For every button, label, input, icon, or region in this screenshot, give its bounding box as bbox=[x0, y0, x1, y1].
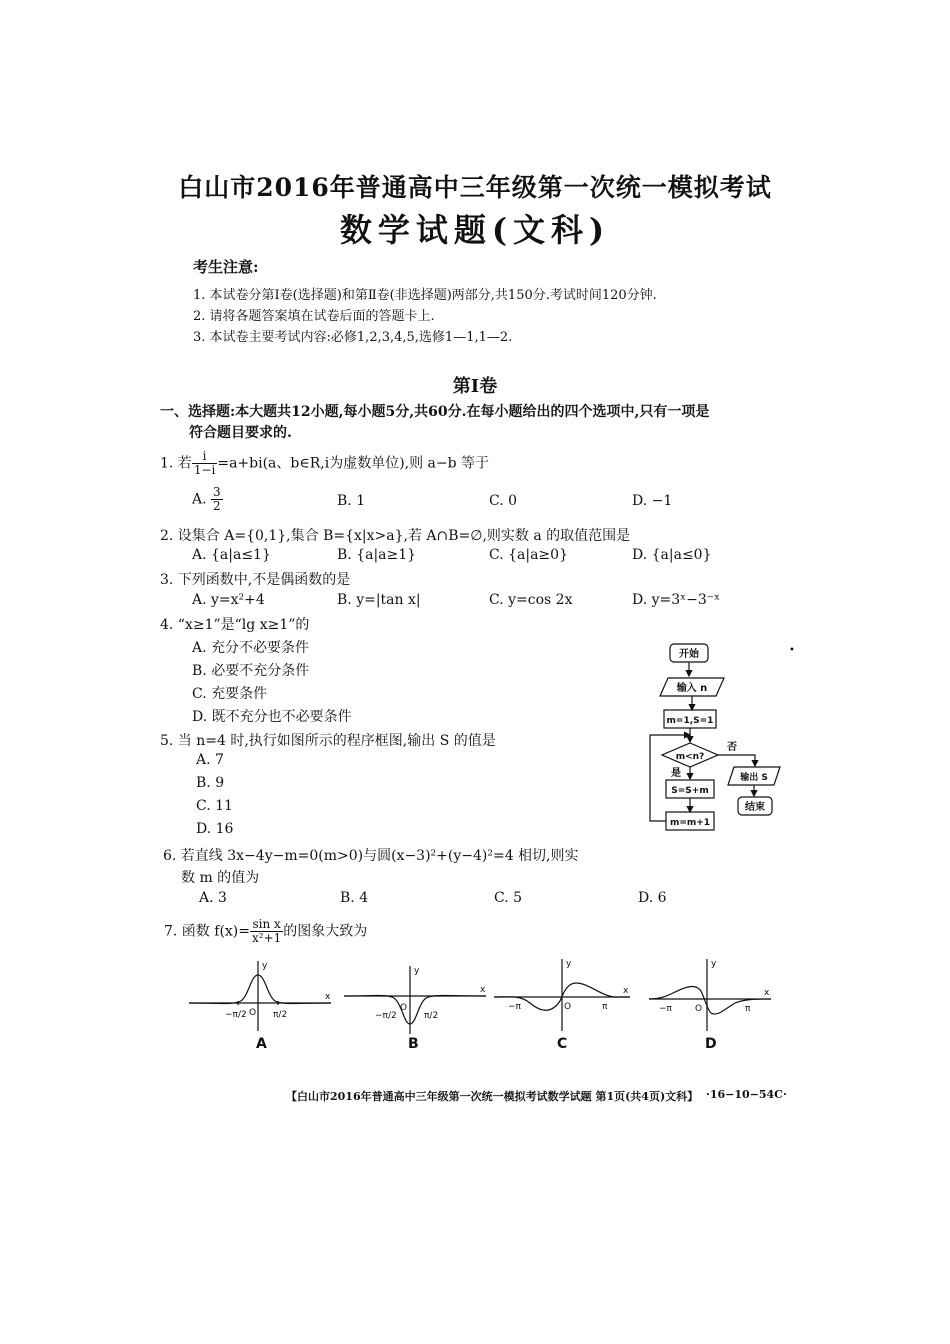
q6-option-b: B. 4 bbox=[340, 890, 369, 906]
q1-option-a-den: 2 bbox=[213, 499, 221, 513]
graph-b-pos-half-pi: π/2 bbox=[424, 1011, 439, 1021]
graph-c-origin: O bbox=[564, 1002, 572, 1012]
section-instructions-line1: 一、选择题:本大题共12小题,每小题5分,共60分.在每小题给出的四个选项中,只有一项是 bbox=[160, 404, 710, 420]
q4-option-c: C. 充要条件 bbox=[192, 686, 268, 702]
graph-c-neg-pi: −π bbox=[508, 1002, 521, 1012]
q7-fraction bbox=[250, 918, 283, 945]
notice-item-1: 1. 本试卷分第Ⅰ卷(选择题)和第Ⅱ卷(非选择题)两部分,共150分.考试时间120分钟. bbox=[193, 288, 657, 303]
q1-suffix: =a+bi(a、b∈R,i为虚数单位),则 a−b 等于 bbox=[217, 455, 490, 472]
q5-option-a: A. 7 bbox=[196, 752, 224, 768]
graph-label-c: C bbox=[557, 1036, 568, 1052]
flow-init-label: m=1,S=1 bbox=[666, 716, 714, 726]
q7-graph-a bbox=[185, 955, 335, 1035]
q2-option-b: B. {a|a≥1} bbox=[337, 547, 417, 563]
flow-input-label: 输入 n bbox=[676, 683, 708, 694]
graph-b-y-label: y bbox=[414, 966, 420, 976]
graph-label-d: D bbox=[705, 1036, 717, 1052]
graph-c-y-label: y bbox=[566, 959, 572, 969]
q6-option-a: A. 3 bbox=[199, 890, 227, 906]
graph-b-x-label: x bbox=[480, 985, 486, 995]
q4-option-a: A. 充分不必要条件 bbox=[192, 640, 310, 656]
q1-fraction bbox=[192, 450, 218, 477]
page-footer: 【白山市2016年普通高中三年级第一次统一模拟考试数学试题 第1页(共4页)文科】 bbox=[286, 1090, 699, 1103]
q1-option-a-fraction bbox=[211, 486, 223, 513]
volume-title: 第Ⅰ卷 bbox=[452, 376, 498, 397]
q1-option-b: B. 1 bbox=[337, 493, 366, 509]
page-footer-code: ·16−10−54C· bbox=[706, 1088, 787, 1101]
question-4: 4. “x≥1”是“lg x≥1”的 bbox=[160, 617, 310, 633]
graph-c-pos-pi: π bbox=[602, 1002, 608, 1012]
q3-option-c: C. y=cos 2x bbox=[489, 592, 573, 608]
question-1 bbox=[160, 450, 489, 477]
q2-option-a: A. {a|a≤1} bbox=[192, 547, 271, 563]
q1-prefix: 1. 若 bbox=[160, 455, 192, 472]
graph-d-pos-pi: π bbox=[745, 1004, 751, 1014]
graph-label-b: B bbox=[408, 1036, 419, 1052]
flow-step2-label: m=m+1 bbox=[669, 818, 711, 828]
question-6-line1: 6. 若直线 3x−4y−m=0(m>0)与圆(x−3)²+(y−4)²=4 相切,则实 bbox=[163, 848, 579, 864]
q7-prefix: 7. 函数 f(x)= bbox=[164, 923, 250, 940]
graph-c-x-label: x bbox=[623, 986, 629, 996]
flow-start-label: 开始 bbox=[679, 649, 699, 660]
subject-title: 数学试题(文科) bbox=[339, 211, 611, 249]
flow-end-label: 结束 bbox=[745, 802, 765, 813]
question-3: 3. 下列函数中,不是偶函数的是 bbox=[160, 572, 351, 588]
q7-graph-c bbox=[490, 955, 635, 1035]
q1-option-c: C. 0 bbox=[489, 493, 518, 509]
q4-option-b: B. 必要不充分条件 bbox=[192, 663, 310, 679]
section-instructions-line2: 符合题目要求的. bbox=[189, 425, 292, 441]
program-flowchart bbox=[640, 640, 790, 845]
q3-option-a: A. y=x²+4 bbox=[192, 592, 265, 608]
graph-label-a: A bbox=[256, 1036, 267, 1052]
q7-graph-b bbox=[340, 960, 490, 1040]
question-6-line2: 数 m 的值为 bbox=[181, 870, 260, 886]
flow-step1-label: S=S+m bbox=[671, 786, 709, 796]
question-5: 5. 当 n=4 时,执行如图所示的程序框图,输出 S 的值是 bbox=[160, 733, 496, 749]
q3-option-d: D. y=3ˣ−3⁻ˣ bbox=[632, 592, 721, 608]
graph-d-origin: O bbox=[695, 1004, 703, 1014]
question-2: 2. 设集合 A={0,1},集合 B={x|x>a},若 A∩B=∅,则实数 a 的取值范围是 bbox=[160, 528, 631, 544]
graph-b-origin: O bbox=[400, 1003, 408, 1013]
graph-a-y-label: y bbox=[262, 961, 268, 971]
q1-option-a-label: A. bbox=[192, 491, 207, 508]
stray-dot: • bbox=[789, 645, 795, 656]
q5-option-c: C. 11 bbox=[196, 798, 233, 814]
q1-option-a-num: 3 bbox=[213, 485, 221, 499]
graph-d-x-label: x bbox=[764, 988, 770, 998]
q4-option-d: D. 既不充分也不必要条件 bbox=[192, 709, 352, 725]
q5-option-d: D. 16 bbox=[196, 821, 234, 837]
notice-heading: 考生注意: bbox=[193, 258, 259, 276]
graph-d-neg-pi: −π bbox=[659, 1004, 672, 1014]
q5-option-b: B. 9 bbox=[196, 775, 225, 791]
question-7 bbox=[164, 918, 367, 945]
graph-a-x-label: x bbox=[325, 992, 331, 1002]
q1-option-d: D. −1 bbox=[632, 493, 673, 509]
q7-graph-d bbox=[645, 955, 775, 1035]
graph-a-origin: O bbox=[249, 1008, 257, 1018]
graph-d-y-label: y bbox=[711, 959, 717, 969]
flow-output-label: 输出 S bbox=[740, 773, 768, 783]
q2-option-d: D. {a|a≤0} bbox=[632, 547, 712, 563]
exam-title: 白山市2016年普通高中三年级第一次统一模拟考试 bbox=[178, 173, 772, 202]
q2-option-c: C. {a|a≥0} bbox=[489, 547, 568, 563]
graph-b-neg-half-pi: −π/2 bbox=[375, 1011, 397, 1021]
flow-no-label: 否 bbox=[727, 742, 737, 753]
graph-a-pos-half-pi: π/2 bbox=[273, 1010, 288, 1020]
flow-yes-label: 是 bbox=[671, 768, 681, 779]
notice-item-3: 3. 本试卷主要考试内容:必修1,2,3,4,5,选修1—1,1—2. bbox=[193, 330, 513, 345]
graph-a-neg-half-pi: −π/2 bbox=[225, 1010, 247, 1020]
q6-option-c: C. 5 bbox=[494, 890, 523, 906]
flow-condition-label: m<n? bbox=[675, 752, 705, 762]
q3-option-b: B. y=|tan x| bbox=[337, 592, 421, 608]
q1-option-a bbox=[192, 486, 223, 513]
q7-frac-num: sin x bbox=[250, 918, 283, 932]
q6-option-d: D. 6 bbox=[638, 890, 667, 906]
q7-suffix: 的图象大致为 bbox=[283, 923, 368, 940]
q1-frac-den: 1−i bbox=[193, 463, 216, 477]
q7-frac-den: x²+1 bbox=[252, 931, 282, 945]
q1-frac-num: i bbox=[192, 450, 218, 464]
notice-item-2: 2. 请将各题答案填在试卷后面的答题卡上. bbox=[193, 309, 435, 324]
